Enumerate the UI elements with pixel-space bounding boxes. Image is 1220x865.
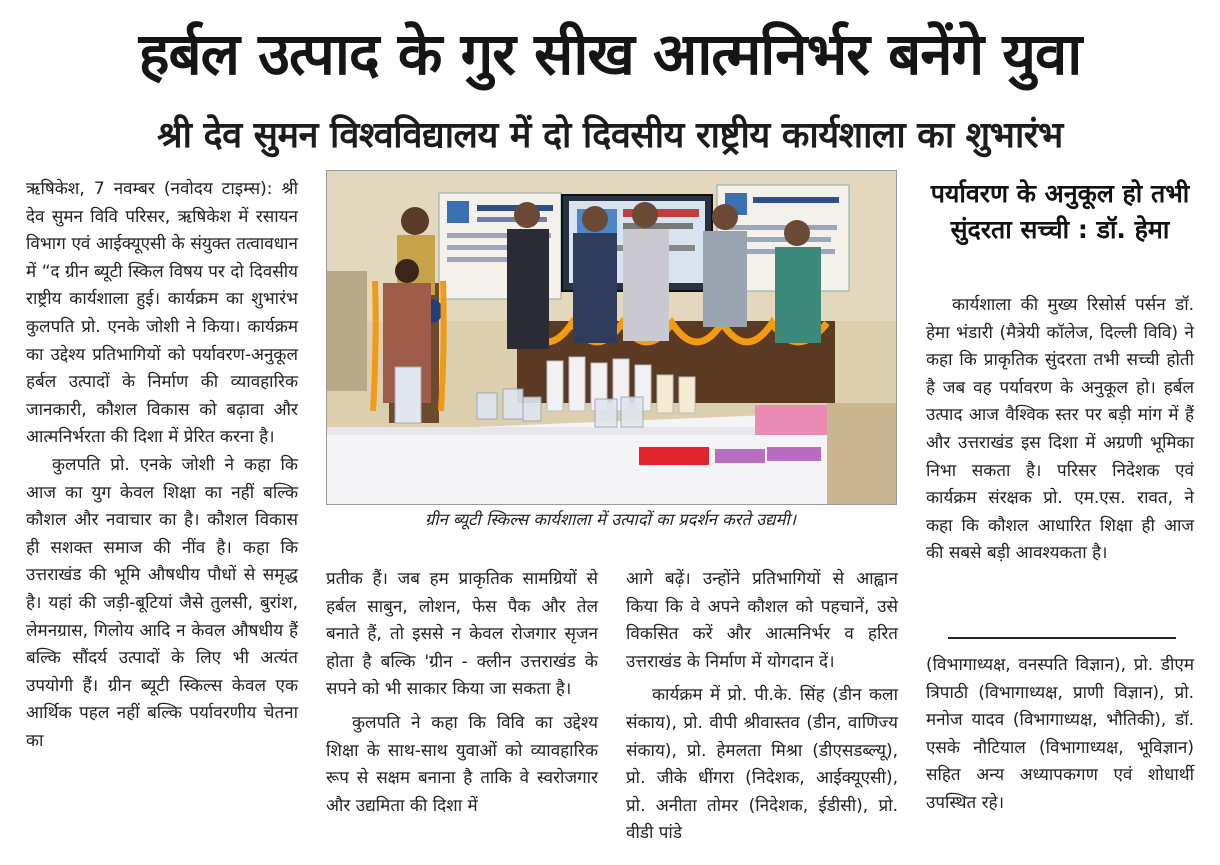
paragraph: कार्यशाला की मुख्य रिसोर्स पर्सन डॉ. हेमा भंडारी (मैत्रेयी कॉलेज, दिल्ली विवि) ने कहा कि प्राकृतिक सुंदरता तभी सच्ची होती है जब वह पर्यावरण के अनुकूल हो। हर्बल उत्पाद आज वैश्विक स्तर पर बड़ी मांग में हैं और उत्तराखंड इस दिशा में अग्रणी भूमिका निभा सकता है। परिसर निदेशक एवं कार्यक्रम संरक्षक प्रो. एम.एस. रावत, ने कहा कि कौशल आधारित शिक्षा ही आज की सबसे बड़ी आवश्यकता है। xyxy=(926,295,1194,564)
paragraph: कुलपति ने कहा कि विवि का उद्देश्य शिक्षा के साथ-साथ युवाओं को व्यावहारिक रूप से सक्षम बनाना है ताकि वे स्वरोजगार और उद्यमिता की दिशा में xyxy=(326,712,598,816)
photo-caption: ग्रीन ब्यूटी स्किल्स कार्यशाला में उत्पादों का प्रदर्शन करते उद्यमी। xyxy=(425,510,796,529)
paragraph: प्रतीक हैं। जब हम प्राकृतिक सामग्रियों से हर्बल साबुन, लोशन, फेस पैक और तेल बनाते हैं, तो इससे न केवल रोजगार सृजन होता है बल्कि 'ग्रीन - क्लीन उत्तराखंड के सपने को भी साकार किया जा सकता है। xyxy=(326,569,598,700)
article-column-2 xyxy=(326,566,598,820)
paragraph: ऋषिकेश, 7 नवम्बर (नवोदय टाइम्स): श्री देव सुमन विवि परिसर, ऋषिकेश में रसायन विभाग एवं आईक्यूएसी के संयुक्त तत्वावधान में “द ग्रीन ब्यूटी स्किल विषय पर दो दिवसीय राष्ट्रीय कार्यशाला हुई। कार्यक्रम का शुभारंभ कुलपति प्रो. एनके जोशी ने किया। कार्यक्रम का उद्देश्य प्रतिभागियों को पर्यावरण-अनुकूल हर्बल उत्पादों के निर्माण की व्यावहारिक जानकारी, कौशल विकास को बढ़ावा और आत्मनिर्भरता की दिशा में प्रेरित करना है। xyxy=(26,179,298,448)
divider xyxy=(948,637,1176,639)
sidebar-column xyxy=(926,292,1194,568)
news-photo xyxy=(326,170,897,505)
workshop-photo-illustration xyxy=(327,171,896,504)
article-column-4 xyxy=(926,652,1194,818)
headline: हर्बल उत्पाद के गुर सीख आत्मनिर्भर बनेंगे युवा xyxy=(138,20,1082,88)
subheadline: श्री देव सुमन विश्वविद्यालय में दो दिवसीय राष्ट्रीय कार्यशाला का शुभारंभ xyxy=(157,115,1063,156)
article-column-3 xyxy=(626,566,898,848)
paragraph: (विभागाध्यक्ष, वनस्पति विज्ञान), प्रो. डीएम त्रिपाठी (विभागाध्यक्ष, प्राणी विज्ञान), प्रो. मनोज यादव (विभागाध्यक्ष, भौतिकी), डॉ. एसके नौटियाल (विभागाध्यक्ष, भूविज्ञान) सहित अन्य अध्यापकगण एवं शोधार्थी उपस्थित रहे। xyxy=(926,655,1194,813)
paragraph: कार्यक्रम में प्रो. पी.के. सिंह (डीन कला संकाय), प्रो. वीपी श्रीवास्तव (डीन, वाणिज्य संकाय), प्रो. हेमलता मिश्रा (डीएसडब्ल्यू), प्रो. जीके धींगरा (निदेशक, आईक्यूएसी), प्रो. अनीता तोमर (निदेशक, ईडीसी), प्रो. वीडी पांडे xyxy=(626,685,898,844)
article-column-1 xyxy=(26,176,298,755)
paragraph: आगे बढ़ें। उन्होंने प्रतिभागियों से आह्वान किया कि वे अपने कौशल को पहचानें, उसे विकसित करें और आत्मनिर्भर व हरित उत्तराखंड के निर्माण में योगदान दें। xyxy=(626,569,898,672)
sidebar-heading: पर्यावरण के अनुकूल हो तभी सुंदरता सच्ची : डॉ. हेमा xyxy=(930,179,1190,244)
paragraph: कुलपति प्रो. एनके जोशी ने कहा कि आज का युग केवल शिक्षा का नहीं बल्कि कौशल और नवाचार का है। कौशल विकास ही सशक्त समाज की नींव है। कहा कि उत्तराखंड की भूमि औषधीय पौधों से समृद्ध है। यहां की जड़ी-बूटियां जैसे तुलसी, बुरांश, लेमनग्रास, गिलोय आदि न केवल औषधीय हैं बल्कि सौंदर्य उत्पादों के लिए भी अत्यंत उपयोगी हैं। ग्रीन ब्यूटी स्किल्स केवल एक आर्थिक पहल नहीं बल्कि पर्यावरणीय चेतना का xyxy=(26,454,298,751)
